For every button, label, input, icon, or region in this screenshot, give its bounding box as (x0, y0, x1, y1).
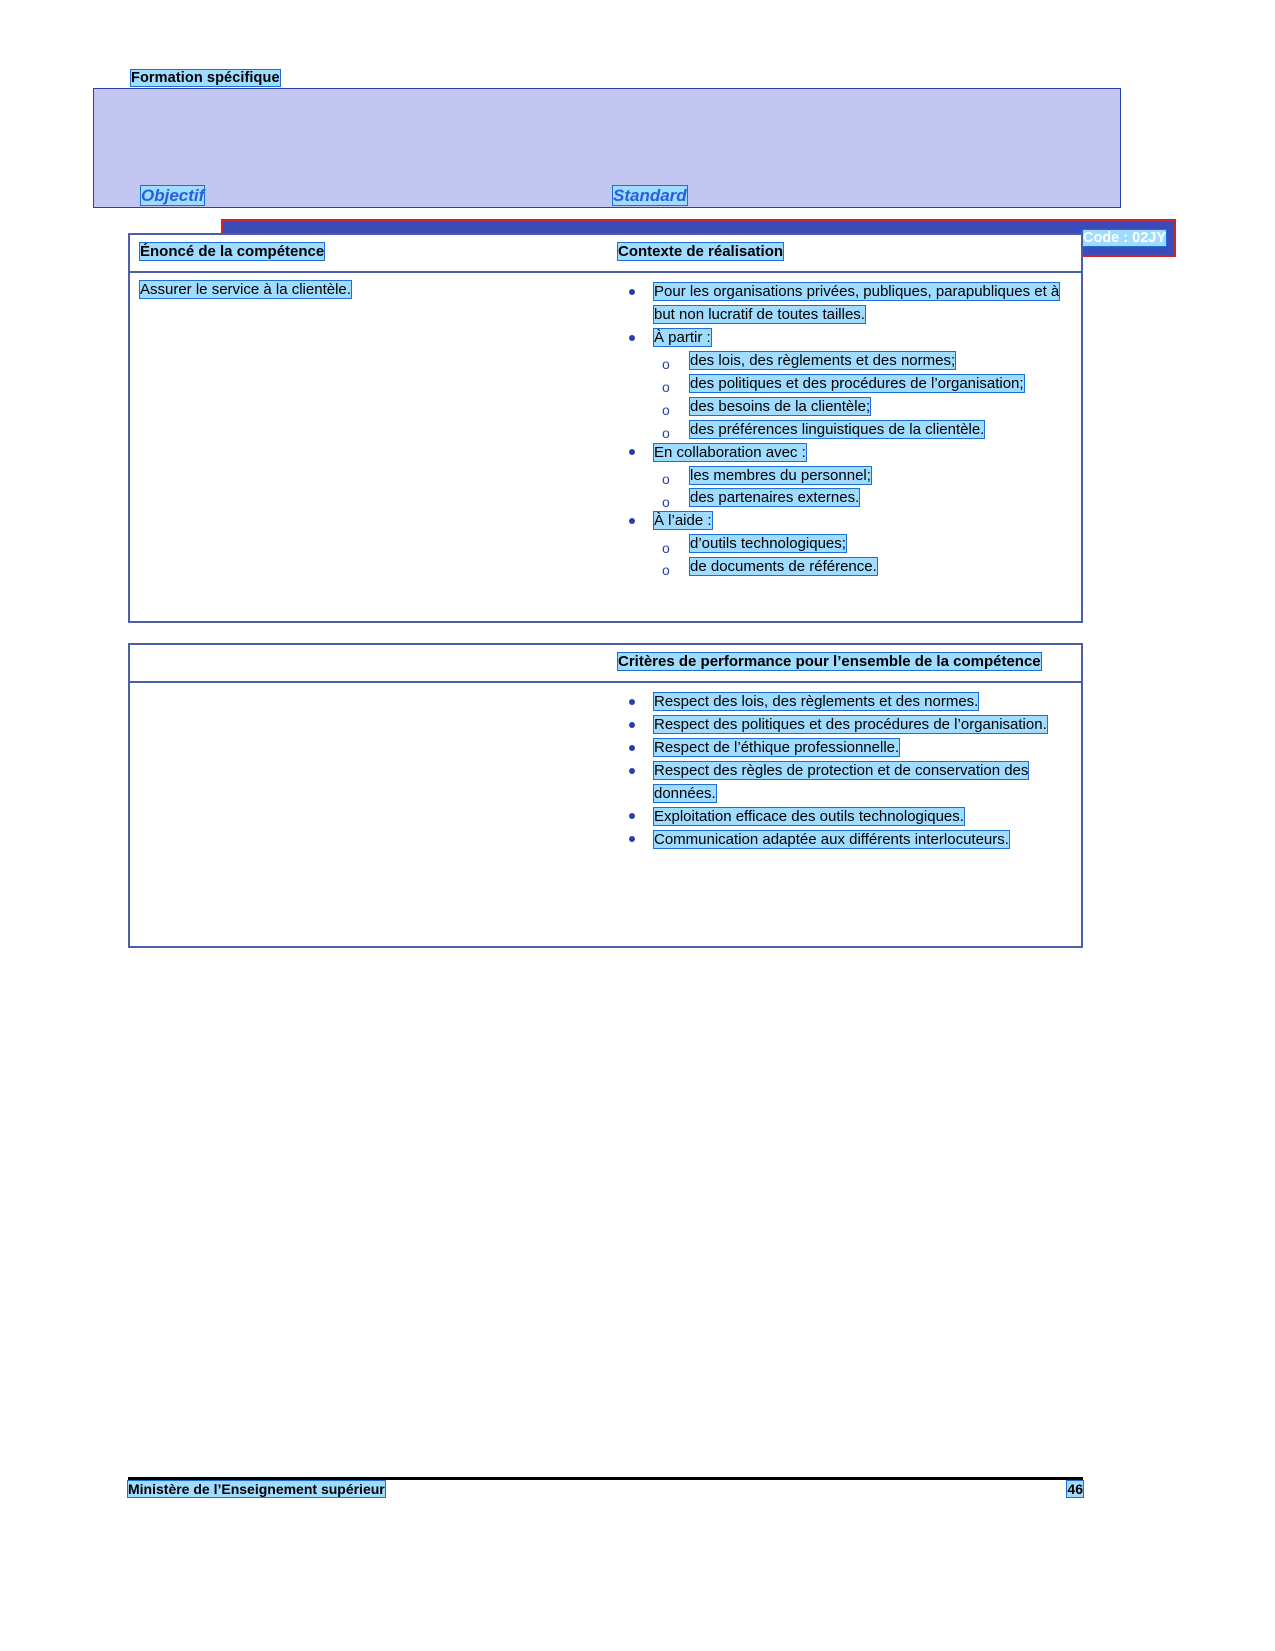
list-item: Pour les organisations privées, publiques, parapubliques et à but non lucratif de toutes tailles. (618, 281, 1071, 327)
circle-bullet-icon: o (662, 378, 670, 395)
bullet-icon (629, 722, 635, 728)
list-item: En collaboration avec : o les membres du personnel; o des partenaires externes. (618, 442, 1071, 511)
list-item: o des besoins de la clientèle; (654, 396, 1071, 419)
bullet-icon (629, 289, 635, 295)
bullet-icon (629, 335, 635, 341)
table-body-row (130, 273, 1081, 589)
context-list (618, 281, 1071, 579)
list-item: o de documents de référence. (654, 556, 1071, 579)
competence-table (128, 233, 1083, 623)
list-item: o des lois, des règlements et des normes; (654, 350, 1071, 373)
bullet-icon (629, 836, 635, 842)
bullet-icon (629, 699, 635, 705)
list-item: Respect de l’éthique professionnelle. (618, 737, 1071, 760)
header-cell-contexte: Contexte de réalisation (618, 243, 784, 260)
bullet-icon (629, 813, 635, 819)
circle-bullet-icon: o (662, 493, 670, 510)
sub-list (654, 533, 1071, 579)
standard-heading: Standard (613, 186, 687, 205)
criteria-table (128, 643, 1083, 948)
header-cell-criteres: Critères de performance pour l’ensemble de la compétence (618, 653, 1041, 670)
circle-bullet-icon: o (662, 562, 670, 579)
header-cell-enonce: Énoncé de la compétence (140, 243, 325, 260)
circle-bullet-icon: o (662, 356, 670, 372)
sub-list (654, 465, 1071, 511)
list-item: Respect des lois, des règlements et des normes. (618, 691, 1071, 714)
section-label (131, 70, 280, 86)
list-item: À partir : o des lois, des règlements et des normes; o des politiques et des procédures de l’organisation; o des besoins de la clientèle; o des préférences linguistiques de la clientèle. (618, 327, 1071, 442)
header-cell-empty (130, 645, 608, 681)
bullet-icon (629, 449, 635, 455)
list-item: o des politiques et des procédures de l’organisation; (654, 373, 1071, 396)
list-item: Respect des règles de protection et de conservation des données. (618, 760, 1071, 806)
list-item: Communication adaptée aux différents interlocuteurs. (618, 829, 1071, 852)
table-body-row (130, 683, 1081, 862)
code-text: Code : 02JY (1083, 230, 1166, 246)
list-item: o les membres du personnel; (654, 465, 1071, 488)
bullet-icon (629, 768, 635, 774)
objectif-heading: Objectif (141, 186, 205, 205)
list-item: Exploitation efficace des outils technologiques. (618, 806, 1071, 829)
circle-bullet-icon: o (662, 470, 670, 487)
list-item: o des partenaires externes. (654, 487, 1071, 510)
list-item: o des préférences linguistiques de la clientèle. (654, 419, 1071, 442)
header-band (93, 88, 1166, 246)
circle-bullet-icon: o (662, 401, 670, 418)
footer-ministry: Ministère de l’Enseignement supérieur (128, 1481, 385, 1497)
bullet-icon (629, 745, 635, 751)
criteria-cell (608, 683, 1081, 862)
criteria-list (618, 691, 1071, 852)
criteria-empty-cell (130, 683, 608, 862)
list-item: o d’outils technologiques; (654, 533, 1071, 556)
list-item: À l’aide : o d’outils technologiques; o de documents de référence. (618, 510, 1071, 579)
section-label-text: Formation spécifique (131, 70, 280, 86)
competence-cell: Assurer le service à la clientèle. (140, 281, 351, 298)
table-header-row (130, 235, 1081, 273)
context-cell (608, 273, 1081, 589)
bullet-icon (629, 518, 635, 524)
circle-bullet-icon: o (662, 424, 670, 441)
circle-bullet-icon: o (662, 539, 670, 556)
sub-list (654, 350, 1071, 442)
page-number: 46 (1067, 1481, 1083, 1497)
table-header-row (130, 645, 1081, 683)
list-item: Respect des politiques et des procédures de l’organisation. (618, 714, 1071, 737)
footer-divider (128, 1477, 1083, 1480)
